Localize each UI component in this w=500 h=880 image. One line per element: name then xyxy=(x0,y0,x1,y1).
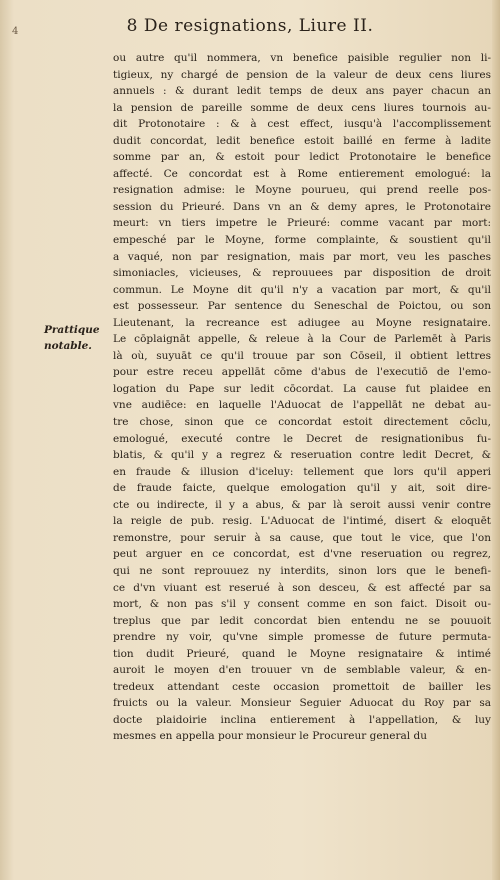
text-line: dit Protonotaire : & à cest effect, iusqu'à l'accomplissement xyxy=(113,118,491,131)
text-line: blatis, & qu'il y a regrez & reseruation contre ledit Decret, & xyxy=(113,449,491,462)
text-line: commun. Le Moyne dit qu'il n'y a vacation par mort, & qu'il xyxy=(113,283,491,296)
text-line: la pension de pareille somme de deux cens liures tournois au- xyxy=(113,101,491,114)
text-line: ce d'vn viuant est reserué à son desceu, & est affecté par sa xyxy=(113,581,491,594)
text-line: tion dudit Prieuré, quand le Moyne resignataire & intimé xyxy=(113,647,491,660)
margin-note-line: Prattique xyxy=(44,324,100,336)
text-line: tigieux, ny chargé de pension de la valeur de deux cens liures xyxy=(113,68,491,81)
text-line: vne audiēce: en laquelle l'Aduocat de l'appellāt ne debat au- xyxy=(113,399,491,412)
text-line: session du Prieuré. Dans vn an & demy apres, le Protonotaire xyxy=(113,200,491,213)
page-edge xyxy=(492,0,500,880)
text-line: tre chose, sinon que ce concordat estoit directement cōclu, xyxy=(113,416,491,429)
margin-note-line: notable. xyxy=(44,340,92,352)
margin-note xyxy=(44,322,108,354)
text-line: en fraude & illusion d'iceluy: tellement que lors qu'il apperi xyxy=(113,465,491,478)
text-line: a vaqué, non par resignation, mais par mort, veu les pasches xyxy=(113,250,491,263)
text-line: ou autre qu'il nommera, vn benefice paisible regulier non li- xyxy=(113,52,491,64)
corner-mark: 4 xyxy=(12,26,19,37)
text-line: qui ne sont reprouuez ny interdits, sinon lors que le benefi- xyxy=(113,564,491,577)
text-line: est possesseur. Par sentence du Seneschal de Poictou, ou son xyxy=(113,300,491,313)
text-line: empesché par le Moyne, forme complainte, & soustient qu'il xyxy=(113,234,491,247)
text-line: simoniacles, vicieuses, & reprouuees par disposition de droit xyxy=(113,267,491,280)
text-line: la reigle de pub. resig. L'Aduocat de l'intimé, disert & eloquēt xyxy=(113,515,491,528)
text-line: docte plaidoirie inclina entierement à l'appellation, & luy xyxy=(113,713,491,726)
text-line: affecté. Ce concordat est à Rome entierement emologué: la xyxy=(113,167,491,180)
text-line: somme par an, & estoit pour ledict Protonotaire le benefice xyxy=(113,151,491,164)
running-header: 8 De resignations, Liure II. xyxy=(126,16,374,36)
text-line: Le cōplaignāt appelle, & releue à la Cour de Parlemēt à Paris xyxy=(113,333,491,346)
text-line: annuels : & durant ledit temps de deux ans payer chacun an xyxy=(113,85,491,98)
text-line: mort, & non pas s'il y consent comme en son faict. Disoit ou- xyxy=(113,598,491,611)
body-text xyxy=(113,50,491,745)
text-line: pour estre receu appellāt cōme d'abus de l'executiō de l'emo- xyxy=(113,366,491,379)
text-line: là où, suyuāt ce qu'il trouue par son Cōseil, il obtient lettres xyxy=(113,349,491,362)
text-line: de fraude faicte, quelque emologation qu'il y ait, soit dire- xyxy=(113,482,491,495)
text-line: meurt: vn tiers impetre le Prieuré: comme vacant par mort: xyxy=(113,217,491,230)
text-line: remonstre, pour seruir à sa cause, que tout le vice, que l'on xyxy=(113,531,491,544)
text-line: emologué, executé contre le Decret de resignationibus fu- xyxy=(113,432,491,445)
text-line: peut arguer en ce concordat, est d'vne reseruation ou regrez, xyxy=(113,548,491,561)
text-line: tredeux attendant ceste occasion promettoit de bailler les xyxy=(113,680,491,693)
text-line: fruicts ou la valeur. Monsieur Seguier Aduocat du Roy par sa xyxy=(113,697,491,710)
text-line: logation du Pape sur ledit cōcordat. La cause fut plaidee en xyxy=(113,382,491,395)
text-line: resignation admise: le Moyne pourueu, qui prend reelle pos- xyxy=(113,184,491,197)
text-line: prendre ny voir, qu'vne simple promesse de future permuta- xyxy=(113,631,491,644)
text-line: Lieutenant, la recreance est adiugee au Moyne resignataire. xyxy=(113,316,491,329)
text-line: auroit le moyen d'en trouuer vn de semblable valeur, & en- xyxy=(113,664,491,677)
text-line: mesmes en appella pour monsieur le Procureur general du xyxy=(113,730,427,743)
text-line: dudit concordat, ledit benefice estoit baillé en ferme à ladite xyxy=(113,134,491,147)
text-line: treplus que par ledit concordat bien entendu ne se pouuoit xyxy=(113,614,491,627)
text-line: cte ou indirecte, il y a abus, & par là seroit aussi venir contre xyxy=(113,498,491,511)
